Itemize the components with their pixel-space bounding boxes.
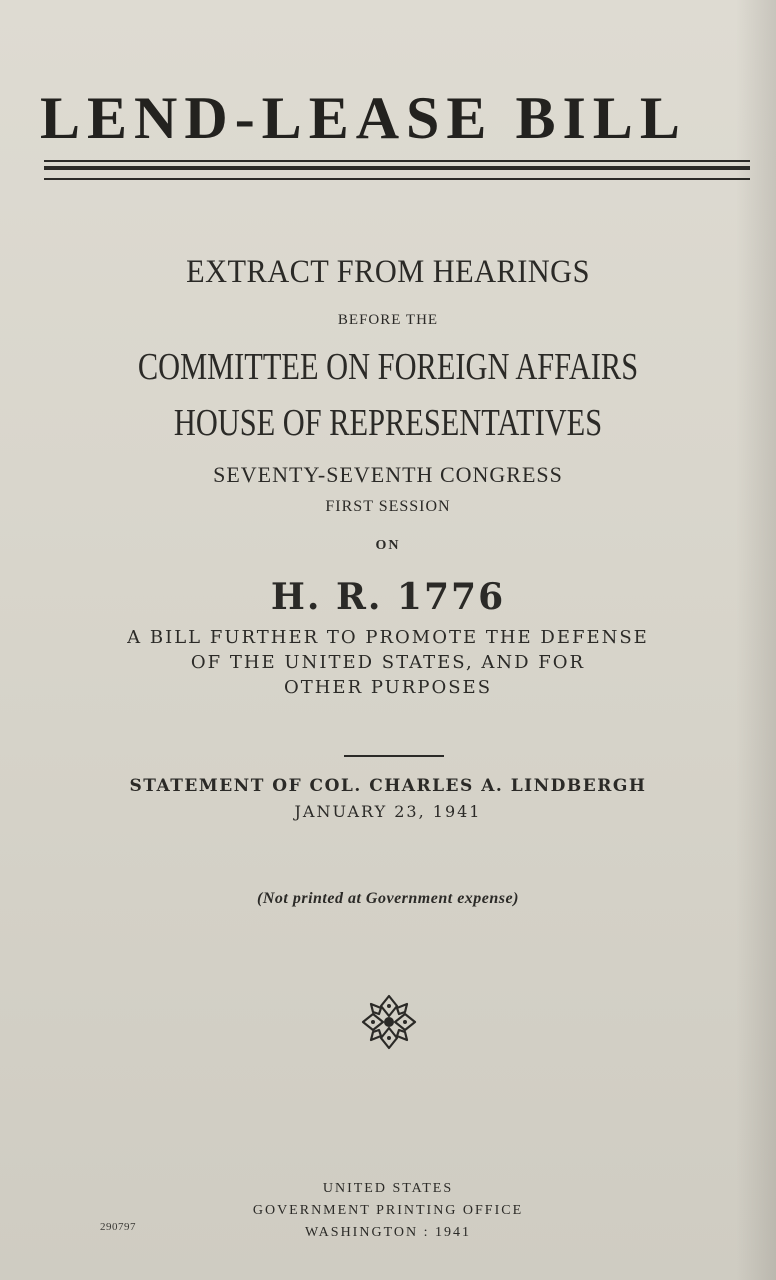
page-title: LEND-LEASE BILL <box>40 85 687 151</box>
title-rule-middle <box>44 166 750 170</box>
title-rule-bottom <box>44 178 750 180</box>
bill-description-line: OTHER PURPOSES <box>283 677 493 698</box>
printer-line: UNITED STATES <box>322 1181 454 1196</box>
statement-date: JANUARY 23, 1941 <box>294 802 482 821</box>
section-divider <box>344 755 444 757</box>
plate-number: 290797 <box>100 1221 136 1233</box>
bill-description-line: A BILL FURTHER TO PROMOTE THE DEFENSE <box>127 627 649 648</box>
fleuron-ornament-icon <box>357 990 421 1054</box>
congress-line: SEVENTY-SEVENTH CONGRESS <box>213 462 563 487</box>
session-line: FIRST SESSION <box>325 498 451 515</box>
printer-line: GOVERNMENT PRINTING OFFICE <box>252 1203 524 1218</box>
extract-heading: EXTRACT FROM HEARINGS <box>186 254 590 290</box>
title-rule-top <box>44 160 750 162</box>
statement-line: STATEMENT OF COL. CHARLES A. LINDBERGH <box>129 776 647 796</box>
bill-description-line: OF THE UNITED STATES, AND FOR <box>190 652 586 673</box>
before-line: BEFORE THE <box>337 312 439 328</box>
committee-name: COMMITTEE ON FOREIGN AFFAIRS <box>137 346 639 388</box>
on-line: ON <box>375 538 401 553</box>
printer-line: WASHINGTON : 1941 <box>305 1225 471 1240</box>
house-name: HOUSE OF REPRESENTATIVES <box>173 402 603 444</box>
expense-note: (Not printed at Government expense) <box>257 890 519 907</box>
bill-number: H. R. 1776 <box>270 576 506 618</box>
